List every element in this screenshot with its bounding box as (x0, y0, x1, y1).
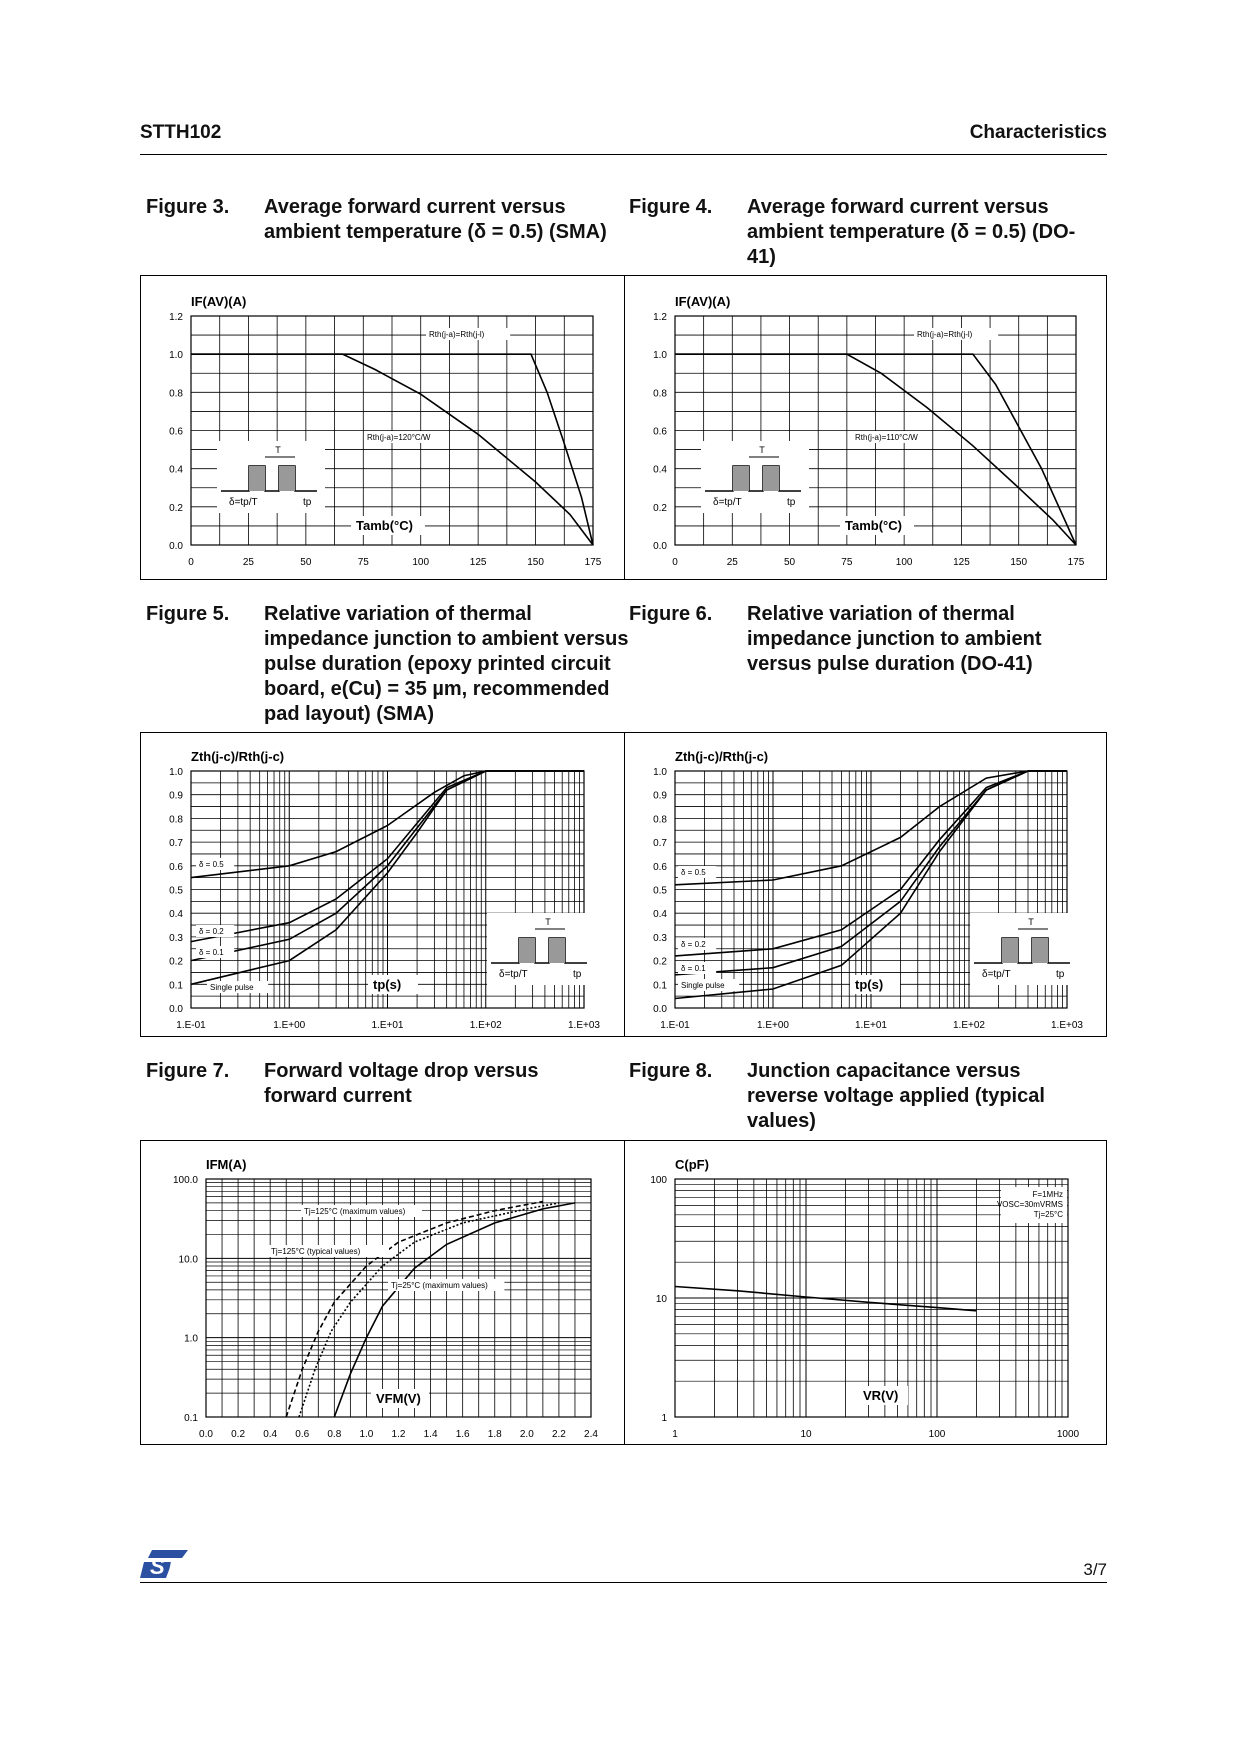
y-axis-label: IFM(A) (206, 1157, 247, 1172)
y-tick-label: 1 (661, 1413, 667, 1424)
y-tick-label: 0.3 (653, 932, 667, 944)
period-label: T (759, 445, 765, 455)
y-tick-label: 0.2 (169, 502, 183, 514)
header-part-number: STTH102 (140, 122, 222, 143)
figure-8-plot (625, 1141, 1108, 1444)
figure-7-plot (141, 1141, 624, 1444)
series-label: Rth(j-a)=Rth(j-l) (917, 330, 973, 339)
pulse-fill (763, 466, 779, 491)
series-line (299, 1203, 559, 1417)
series-label: Rth(j-a)=120°C/W (367, 433, 431, 442)
y-tick-label: 1.2 (169, 312, 183, 323)
x-tick-label: 1.E+03 (568, 1020, 600, 1031)
pulse-fill (519, 938, 535, 963)
figure-5-title: Relative variation of thermal impedance junction to ambient versus pulse duration (epoxy printed circuit board, e(Cu) = 35 µm, recommended pad layout) (SMA) (264, 603, 629, 725)
series-line (334, 1203, 575, 1417)
x-tick-label: 2.0 (519, 1429, 534, 1440)
x-tick-label: 150 (1010, 557, 1028, 568)
pulse-fill (1002, 938, 1018, 963)
series-label: δ = 0.5 (681, 868, 706, 877)
figure-4-number: Figure 4. (629, 196, 713, 218)
figure-row-2 (140, 732, 1107, 1037)
y-tick-label: 0.4 (653, 464, 667, 476)
series-label: Tj=125°C (typical values) (271, 1247, 361, 1256)
x-tick-label: 0.8 (327, 1429, 342, 1440)
series-label: Single pulse (210, 983, 254, 992)
x-tick-label: 75 (357, 557, 369, 568)
duty-label: δ=tp/T (499, 969, 528, 980)
x-tick-label: 25 (242, 557, 254, 568)
y-axis-label: IF(AV)(A) (191, 294, 247, 309)
y-tick-label: 0.4 (653, 909, 667, 921)
x-tick-label: 175 (1067, 557, 1085, 568)
footer-rule (140, 1582, 1107, 1583)
x-axis-label: VFM(V) (376, 1391, 421, 1406)
pulse-fill (249, 466, 265, 491)
x-tick-label: 1.E+00 (273, 1020, 306, 1031)
y-axis-label: Zth(j-c)/Rth(j-c) (675, 749, 769, 764)
series-label: δ = 0.2 (199, 927, 224, 936)
series-label: Rth(j-a)=Rth(j-l) (429, 330, 485, 339)
condition-label: VOSC=30mVRMS (996, 1200, 1063, 1209)
series-label: δ = 0.2 (681, 940, 706, 949)
y-axis-label: C(pF) (675, 1157, 709, 1172)
y-tick-label: 0.4 (169, 464, 183, 476)
pulse-label: tp (303, 497, 312, 508)
x-tick-label: 1 (672, 1429, 678, 1440)
header-section: Characteristics (969, 122, 1107, 143)
figure-row-1 (140, 275, 1107, 580)
y-tick-label: 0.2 (653, 956, 667, 968)
x-tick-label: 0.0 (199, 1429, 213, 1440)
x-tick-label: 0.2 (231, 1429, 246, 1440)
logo-text: ST (150, 1554, 179, 1579)
duty-label: δ=tp/T (982, 969, 1011, 980)
y-tick-label: 0.8 (169, 814, 183, 826)
y-tick-label: 100 (650, 1175, 667, 1186)
st-logo (140, 1548, 190, 1585)
y-tick-label: 0.8 (169, 388, 183, 400)
x-tick-label: 25 (726, 557, 738, 568)
series-label: Rth(j-a)=110°C/W (855, 433, 918, 442)
period-label: T (1028, 917, 1034, 927)
pulse-fill (549, 938, 565, 963)
x-tick-label: 125 (469, 557, 487, 568)
page-number: 3/7 (1083, 1560, 1107, 1579)
x-tick-label: 1.0 (359, 1429, 374, 1440)
figure-7-number: Figure 7. (146, 1060, 230, 1082)
x-tick-label: 1.6 (455, 1429, 470, 1440)
x-tick-label: 1.E+00 (757, 1020, 789, 1031)
y-tick-label: 0.0 (653, 541, 667, 552)
period-label: T (275, 445, 281, 455)
figure-8-number: Figure 8. (629, 1060, 713, 1082)
y-tick-label: 0.5 (169, 885, 183, 897)
x-tick-label: 1.E+01 (371, 1020, 404, 1031)
x-tick-label: 125 (953, 557, 970, 568)
period-label: T (545, 917, 551, 927)
x-tick-label: 1.E+01 (855, 1020, 887, 1031)
pulse-label: tp (787, 497, 796, 508)
y-tick-label: 0.1 (169, 980, 183, 992)
y-tick-label: 0.7 (169, 838, 183, 850)
figure-3-number: Figure 3. (146, 196, 230, 218)
pulse-fill (279, 466, 295, 491)
duty-label: δ=tp/T (713, 497, 742, 508)
x-axis-label: tp(s) (855, 977, 884, 992)
x-tick-label: 1.4 (423, 1429, 438, 1440)
x-tick-label: 2.4 (584, 1429, 598, 1440)
y-axis-label: IF(AV)(A) (675, 294, 731, 309)
y-tick-label: 0.9 (653, 790, 667, 802)
header-rule (140, 154, 1107, 155)
y-tick-label: 1.0 (184, 1333, 198, 1345)
x-tick-label: 1.E+02 (469, 1020, 502, 1031)
series-label: Tj=125°C (maximum values) (304, 1207, 406, 1216)
x-tick-label: 0 (672, 557, 678, 568)
x-axis-label: Tamb(°C) (356, 518, 413, 533)
x-tick-label: 50 (784, 557, 796, 568)
x-tick-label: 175 (584, 557, 602, 568)
x-tick-label: 0.6 (295, 1429, 310, 1440)
figure-7-title: Forward voltage drop versus forward current (264, 1060, 539, 1107)
x-tick-label: 100 (895, 557, 913, 568)
condition-label: Tj=25°C (1033, 1210, 1063, 1219)
y-tick-label: 10.0 (178, 1254, 198, 1266)
series-label: δ = 0.1 (681, 964, 706, 973)
y-tick-label: 0.6 (169, 426, 183, 438)
figure-6-number: Figure 6. (629, 603, 713, 625)
y-tick-label: 0.6 (169, 861, 183, 873)
series-label: Tj=25°C (maximum values) (391, 1281, 488, 1290)
figure-4-plot (625, 276, 1108, 579)
y-tick-label: 0.9 (169, 790, 183, 802)
figure-4-title: Average forward current versus ambient temperature (δ = 0.5) (DO-41) (747, 196, 1076, 268)
y-tick-label: 100.0 (172, 1175, 198, 1186)
x-tick-label: 50 (300, 557, 312, 568)
y-tick-label: 10 (655, 1294, 667, 1305)
y-tick-label: 1.2 (653, 312, 667, 323)
y-axis-label: Zth(j-c)/Rth(j-c) (191, 749, 285, 764)
y-tick-label: 0.6 (653, 426, 667, 438)
y-tick-label: 0.0 (169, 1004, 183, 1015)
figure-5-number: Figure 5. (146, 603, 230, 625)
pulse-label: tp (573, 969, 582, 980)
figure-3-plot (141, 276, 624, 579)
y-tick-label: 1.0 (653, 350, 667, 362)
y-tick-label: 0.8 (653, 814, 667, 826)
figure-8-title: Junction capacitance versus reverse voltage applied (typical values) (747, 1060, 1045, 1132)
figure-6-plot (625, 733, 1108, 1036)
x-tick-label: 75 (841, 557, 853, 568)
duty-label: δ=tp/T (229, 497, 258, 508)
y-tick-label: 0.4 (169, 909, 183, 921)
condition-label: F=1MHz (1032, 1190, 1063, 1199)
figure-6-title: Relative variation of thermal impedance junction to ambient versus pulse duration (DO-41) (747, 603, 1042, 675)
y-tick-label: 0.6 (653, 861, 667, 873)
x-tick-label: 0 (188, 557, 194, 568)
x-axis-label: Tamb(°C) (845, 518, 902, 533)
y-tick-label: 0.2 (169, 956, 183, 968)
x-tick-label: 1.8 (487, 1429, 502, 1440)
x-tick-label: 1.E+02 (953, 1020, 985, 1031)
st-logo-icon (140, 1548, 190, 1580)
x-axis-label: VR(V) (863, 1388, 899, 1403)
x-tick-label: 1.E-01 (660, 1020, 690, 1031)
y-tick-label: 1.0 (169, 767, 183, 778)
figure-row-3 (140, 1140, 1107, 1445)
pulse-label: tp (1056, 969, 1065, 980)
pulse-fill (1032, 938, 1048, 963)
y-tick-label: 0.5 (653, 885, 667, 897)
y-tick-label: 0.2 (653, 502, 667, 514)
figure-5-plot (141, 733, 624, 1036)
y-tick-label: 0.8 (653, 388, 667, 400)
x-tick-label: 0.4 (263, 1429, 278, 1440)
x-tick-label: 1.E+03 (1051, 1020, 1083, 1031)
x-tick-label: 1000 (1056, 1429, 1080, 1440)
x-tick-label: 10 (800, 1429, 812, 1440)
x-tick-label: 100 (412, 557, 430, 568)
x-axis-label: tp(s) (373, 977, 402, 992)
x-tick-label: 150 (527, 557, 544, 568)
series-label: Single pulse (681, 981, 725, 990)
x-tick-label: 1.2 (391, 1429, 406, 1440)
y-tick-label: 0.0 (653, 1004, 667, 1015)
x-tick-label: 100 (928, 1429, 946, 1440)
series-label: δ = 0.1 (199, 948, 224, 957)
pulse-fill (733, 466, 749, 491)
series-label: δ = 0.5 (199, 860, 224, 869)
y-tick-label: 1.0 (653, 767, 667, 778)
y-tick-label: 0.0 (169, 541, 183, 552)
figure-3-title: Average forward current versus ambient temperature (δ = 0.5) (SMA) (264, 196, 607, 243)
y-tick-label: 0.7 (653, 838, 667, 850)
y-tick-label: 0.1 (653, 980, 667, 992)
y-tick-label: 0.1 (184, 1413, 198, 1424)
y-tick-label: 1.0 (169, 350, 183, 362)
x-tick-label: 1.E-01 (176, 1020, 206, 1031)
y-tick-label: 0.3 (169, 932, 183, 944)
x-tick-label: 2.2 (551, 1429, 566, 1440)
